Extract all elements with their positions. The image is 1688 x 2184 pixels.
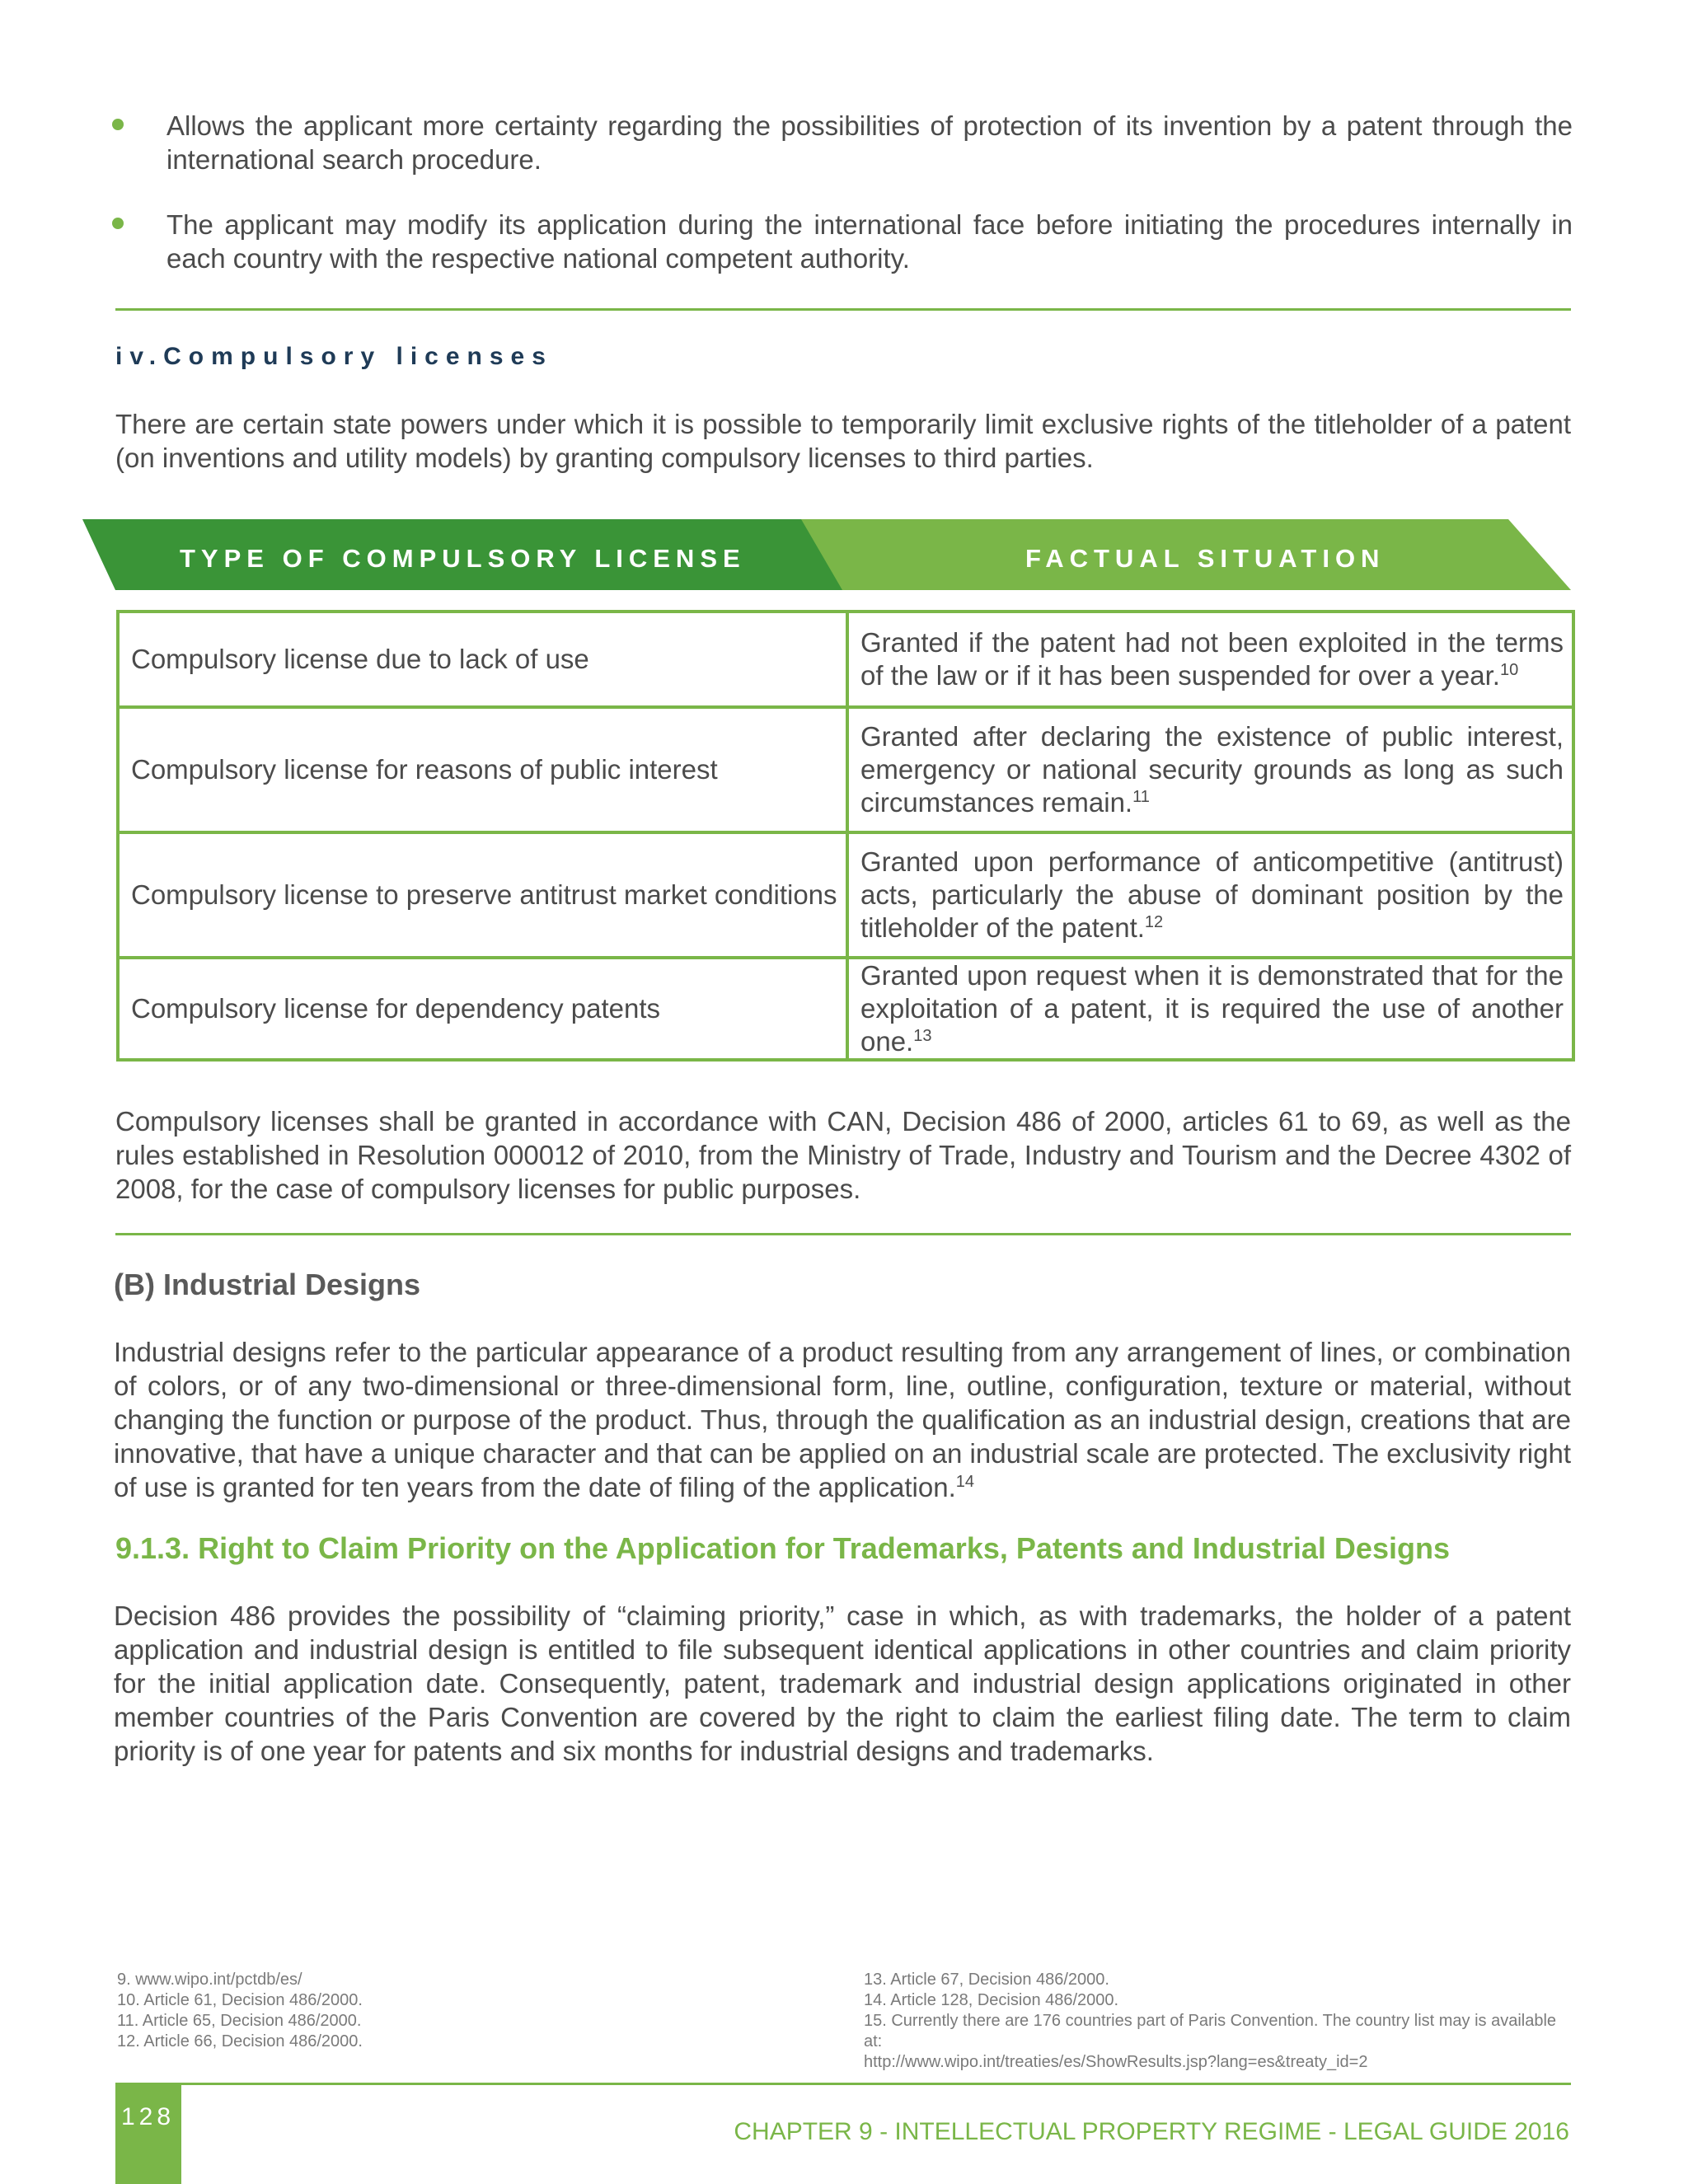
license-type-cell: Compulsory license for dependency patents xyxy=(118,958,847,1060)
footnote-ref: 10 xyxy=(1499,661,1519,679)
industrial-designs-paragraph: Industrial designs refer to the particular appearance of a product resulting from any arrangement of lines, or combination of colors, or of any two-dimensional or three-dimensional form, line, outline, configuration, texture or material, without changing the function or purpose of the product. Thus, through the qualification as an industrial design, creations that are innovative, that have a unique character and that can be applied on an industrial scale are protected. The exclusivity right of use is granted for ten years from the date of filing of the application.$^{14}$ xyxy=(114,1337,1571,1502)
factual-situation-cell: Granted upon request when it is demonstrated that for the exploitation of a patent, it is required the use of another one.$^{13}$ xyxy=(847,958,1573,1060)
table-row xyxy=(118,958,1573,1060)
footnote: 14. Article 128, Decision 486/2000. xyxy=(864,1991,1119,2009)
table-header-banner xyxy=(82,519,1573,590)
bullet-dot-icon xyxy=(112,119,124,130)
bullet-item xyxy=(114,109,1573,176)
section-heading-right-to-claim-priority: 9.1.3. Right to Claim Priority on the Application for Trademarks, Patents and Industrial Designs xyxy=(115,1531,1450,1565)
footnote: 9. www.wipo.int/pctdb/es/ xyxy=(117,1971,302,1989)
footer-divider xyxy=(115,2083,1571,2085)
license-type-cell: Compulsory license for reasons of public interest xyxy=(118,707,847,832)
table-row xyxy=(118,832,1573,958)
footnote: 13. Article 67, Decision 486/2000. xyxy=(864,1971,1109,1989)
footnote-ref: 11 xyxy=(1132,788,1150,806)
factual-situation-cell: Granted upon performance of anticompetitive (antitrust) acts, particularly the abuse of dominant position by the titleholder of the patent.$^{12}$ xyxy=(847,832,1573,958)
divider xyxy=(115,308,1571,311)
footnote: 11. Article 65, Decision 486/2000. xyxy=(117,2012,362,2030)
footnote-ref: 12 xyxy=(1144,913,1164,931)
license-type-cell: Compulsory license to preserve antitrust market conditions xyxy=(118,832,847,958)
footnote: http://www.wipo.int/treaties/es/ShowResults.jsp?lang=es&treaty_id=2 xyxy=(864,2053,1368,2071)
bullet-text: The applicant may modify its application during the international face before initiating the procedures internally in each country with the respective national competent authority. xyxy=(166,209,1573,274)
footnote: 12. Article 66, Decision 486/2000. xyxy=(117,2032,363,2050)
after-table-paragraph: Compulsory licenses shall be granted in accordance with CAN, Decision 486 of 2000, articles 61 to 69, as well as the rules established in Resolution 000012 of 2010, from the Ministry of Trade, Industry and Tourism and the Decree 4302 of 2008, for the case of compulsory licenses for public purposes. xyxy=(115,1106,1571,1204)
footnote-ref: 14 xyxy=(955,1473,975,1491)
table-row xyxy=(118,707,1573,832)
table-row xyxy=(118,612,1573,707)
page-number: 128 xyxy=(121,2103,176,2130)
footnote-ref: 13 xyxy=(913,1027,932,1045)
section-heading-industrial-designs: (B) Industrial Designs xyxy=(114,1268,421,1301)
factual-situation-cell: Granted if the patent had not been exploited in the terms of the law or if it has been suspended for over a year.$^{10}$ xyxy=(847,612,1573,707)
bullet-item xyxy=(114,208,1573,275)
section-heading-compulsory-licenses: iv.Compulsory licenses xyxy=(115,343,553,370)
factual-situation-cell: Granted after declaring the existence of public interest, emergency or national security grounds as long as such circumstances remain.$^{11}$ xyxy=(847,707,1573,832)
page-number-bar xyxy=(115,2083,181,2184)
header-factual-situation: FACTUAL SITUATION xyxy=(1025,544,1386,573)
license-type-cell: Compulsory license due to lack of use xyxy=(118,612,847,707)
header-type-of-license: TYPE OF COMPULSORY LICENSE xyxy=(180,544,746,573)
footnote: 15. Currently there are 176 countries part of Paris Convention. The country list may is available at: xyxy=(864,2012,1557,2050)
divider xyxy=(115,1233,1571,1235)
priority-paragraph: Decision 486 provides the possibility of “claiming priority,” case in which, as with trademarks, the holder of a patent application and industrial design is entitled to file subsequent identical applications in other countries and claim priority for the initial application date. Consequently, patent, trademark and industrial design applications originated in other member countries of the Paris Convention are covered by the right to claim the earliest filing date. The term to claim priority is of one year for patents and six months for industrial designs and trademarks. xyxy=(114,1601,1571,1766)
footnotes-left xyxy=(117,1970,842,2052)
footnote: 10. Article 61, Decision 486/2000. xyxy=(117,1991,363,2009)
footnotes-right xyxy=(864,1970,1573,2073)
section-intro: There are certain state powers under which it is possible to temporarily limit exclusive rights of the titleholder of a patent (on inventions and utility models) by granting compulsory licenses to third parties. xyxy=(115,409,1571,473)
chapter-footer: CHAPTER 9 - INTELLECTUAL PROPERTY REGIME - LEGAL GUIDE 2016 xyxy=(734,2118,1569,2145)
bullet-dot-icon xyxy=(112,218,124,229)
bullet-text: Allows the applicant more certainty regarding the possibilities of protection of its invention by a patent through the international search procedure. xyxy=(166,110,1573,175)
compulsory-license-table xyxy=(116,610,1575,1062)
